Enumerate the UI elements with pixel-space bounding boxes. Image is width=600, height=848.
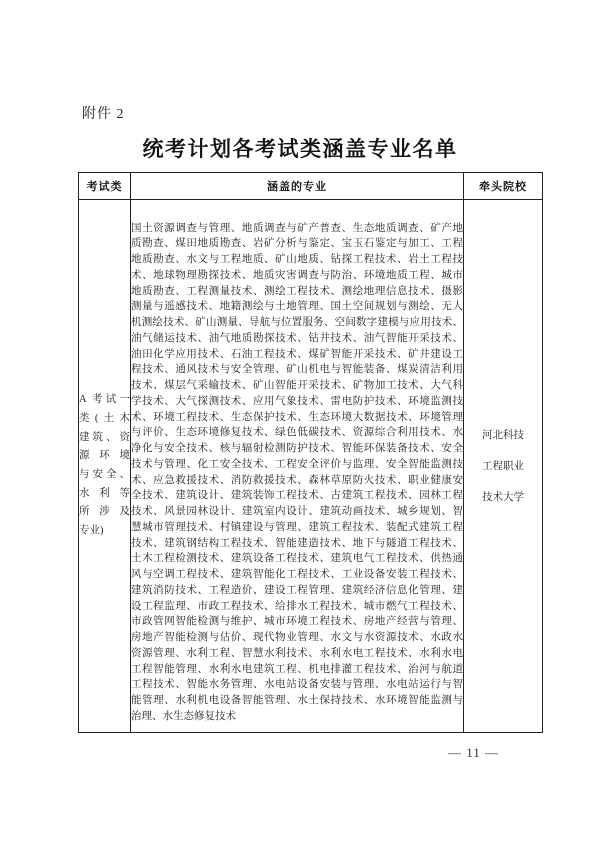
attachment-label: 附件 2 — [82, 107, 125, 122]
covered-majors-cell — [131, 200, 464, 733]
table-header-row — [79, 173, 543, 200]
header-cell-exam-class: 考试类 — [79, 173, 131, 200]
page-number: — 11 — — [448, 745, 500, 760]
exam-class-cell — [79, 200, 131, 733]
lead-institution-text: 河北科技 工程职业 技术大学 — [482, 429, 524, 503]
header-cell-covered-majors: 涵盖的专业 — [131, 173, 464, 200]
table-row — [79, 200, 543, 733]
header-cell-lead-institution: 牵头院校 — [464, 173, 543, 200]
covered-majors-text: 国土资源调查与管理、地质调查与矿产普查、生态地质调查、矿产地 质勘查、煤田地质勘查、岩矿分析与鉴定、宝玉石鉴定与加工、工程 地质勘查、水文与工程地质、矿山地质、钻探工程技术、岩土工程技 术、地球物理勘探技术、地质灾害调查与防治、环境地质工程、城市 地质勘查、工程测量技术、测绘工程技术、测绘地理信息技术、摄影 测量与遥感技术、地籍测绘与土地管理、国土空间规划与测绘、无人 机测绘技术、矿山测量、导航与位置服务、空间数字建模与应用技术、 油气储运技术、油气地质勘探技术、钻井技术、油气智能开采技术、 油田化学应用技术、石油工程技术、煤矿智能开采技术、矿井建设工 程技术、通风技术与安全管理、矿山机电与智能装备、煤炭清洁利用 技术、煤层气采输技术、矿山智能开采技术、矿物加工技术、大气科 学技术、大气探测技术、应用气象技术、雷电防护技术、环境监测技 术、环境工程技术、生态保护技术、生态环境大数据技术、环境管理 与评价、生态环境修复技术、绿色低碳技术、资源综合利用技术、水 净化与安全技术、核与辐射检测防护技术、智能环保装备技术、安全 技术与管理、化工安全技术、工程安全评价与监理、安全智能监测技 术、应急救援技术、消防救援技术、森林草原防火技术、职业健康安 全技术、建筑设计、建筑装饰工程技术、古建筑工程技术、园林工程 技术、风景园林设计、建筑室内设计、建筑动画技术、城乡规划、智 慧城市管理技术、村镇建设与管理、建筑工程技术、装配式建筑工程 技术、建筑钢结构工程技术、智能建造技术、地下与隧道工程技术、 土木工程检测技术、建筑设备工程技术、建筑电气工程技术、供热通 风与空调工程技术、建筑智能化工程技术、工业设备安装工程技术、 建筑消防技术、工程造价、建设工程管理、建筑经济信息化管理、建 设工程监理、市政工程技术、给排水工程技术、城市燃气工程技术、 市政管网智能检测与维护、城市环境工程技术、房地产经营与管理、 房地产智能检测与估价、现代物业管理、水文与水资源技术、水政水 资源管理、水利工程、智慧水利技术、水利水电工程技术、水利水电 工程智能管理、水利水电建筑工程、机电排灌工程技术、治河与航道 工程技术、智能水务管理、水电站设备安装与管理、水电站运行与智 能管理、水利机电设备智能管理、水土保持技术、水环境智能监测与 治理、水生态修复技术 — [131, 222, 463, 722]
majors-table — [78, 172, 543, 733]
page-title: 统考计划各考试类涵盖专业名单 — [142, 137, 458, 161]
lead-institution-cell — [464, 200, 543, 733]
exam-class-text: A 考试一 类(土木 建筑、资 源 环 境 与安全、 水 利 等 所 涉 及 专业) — [79, 394, 130, 537]
